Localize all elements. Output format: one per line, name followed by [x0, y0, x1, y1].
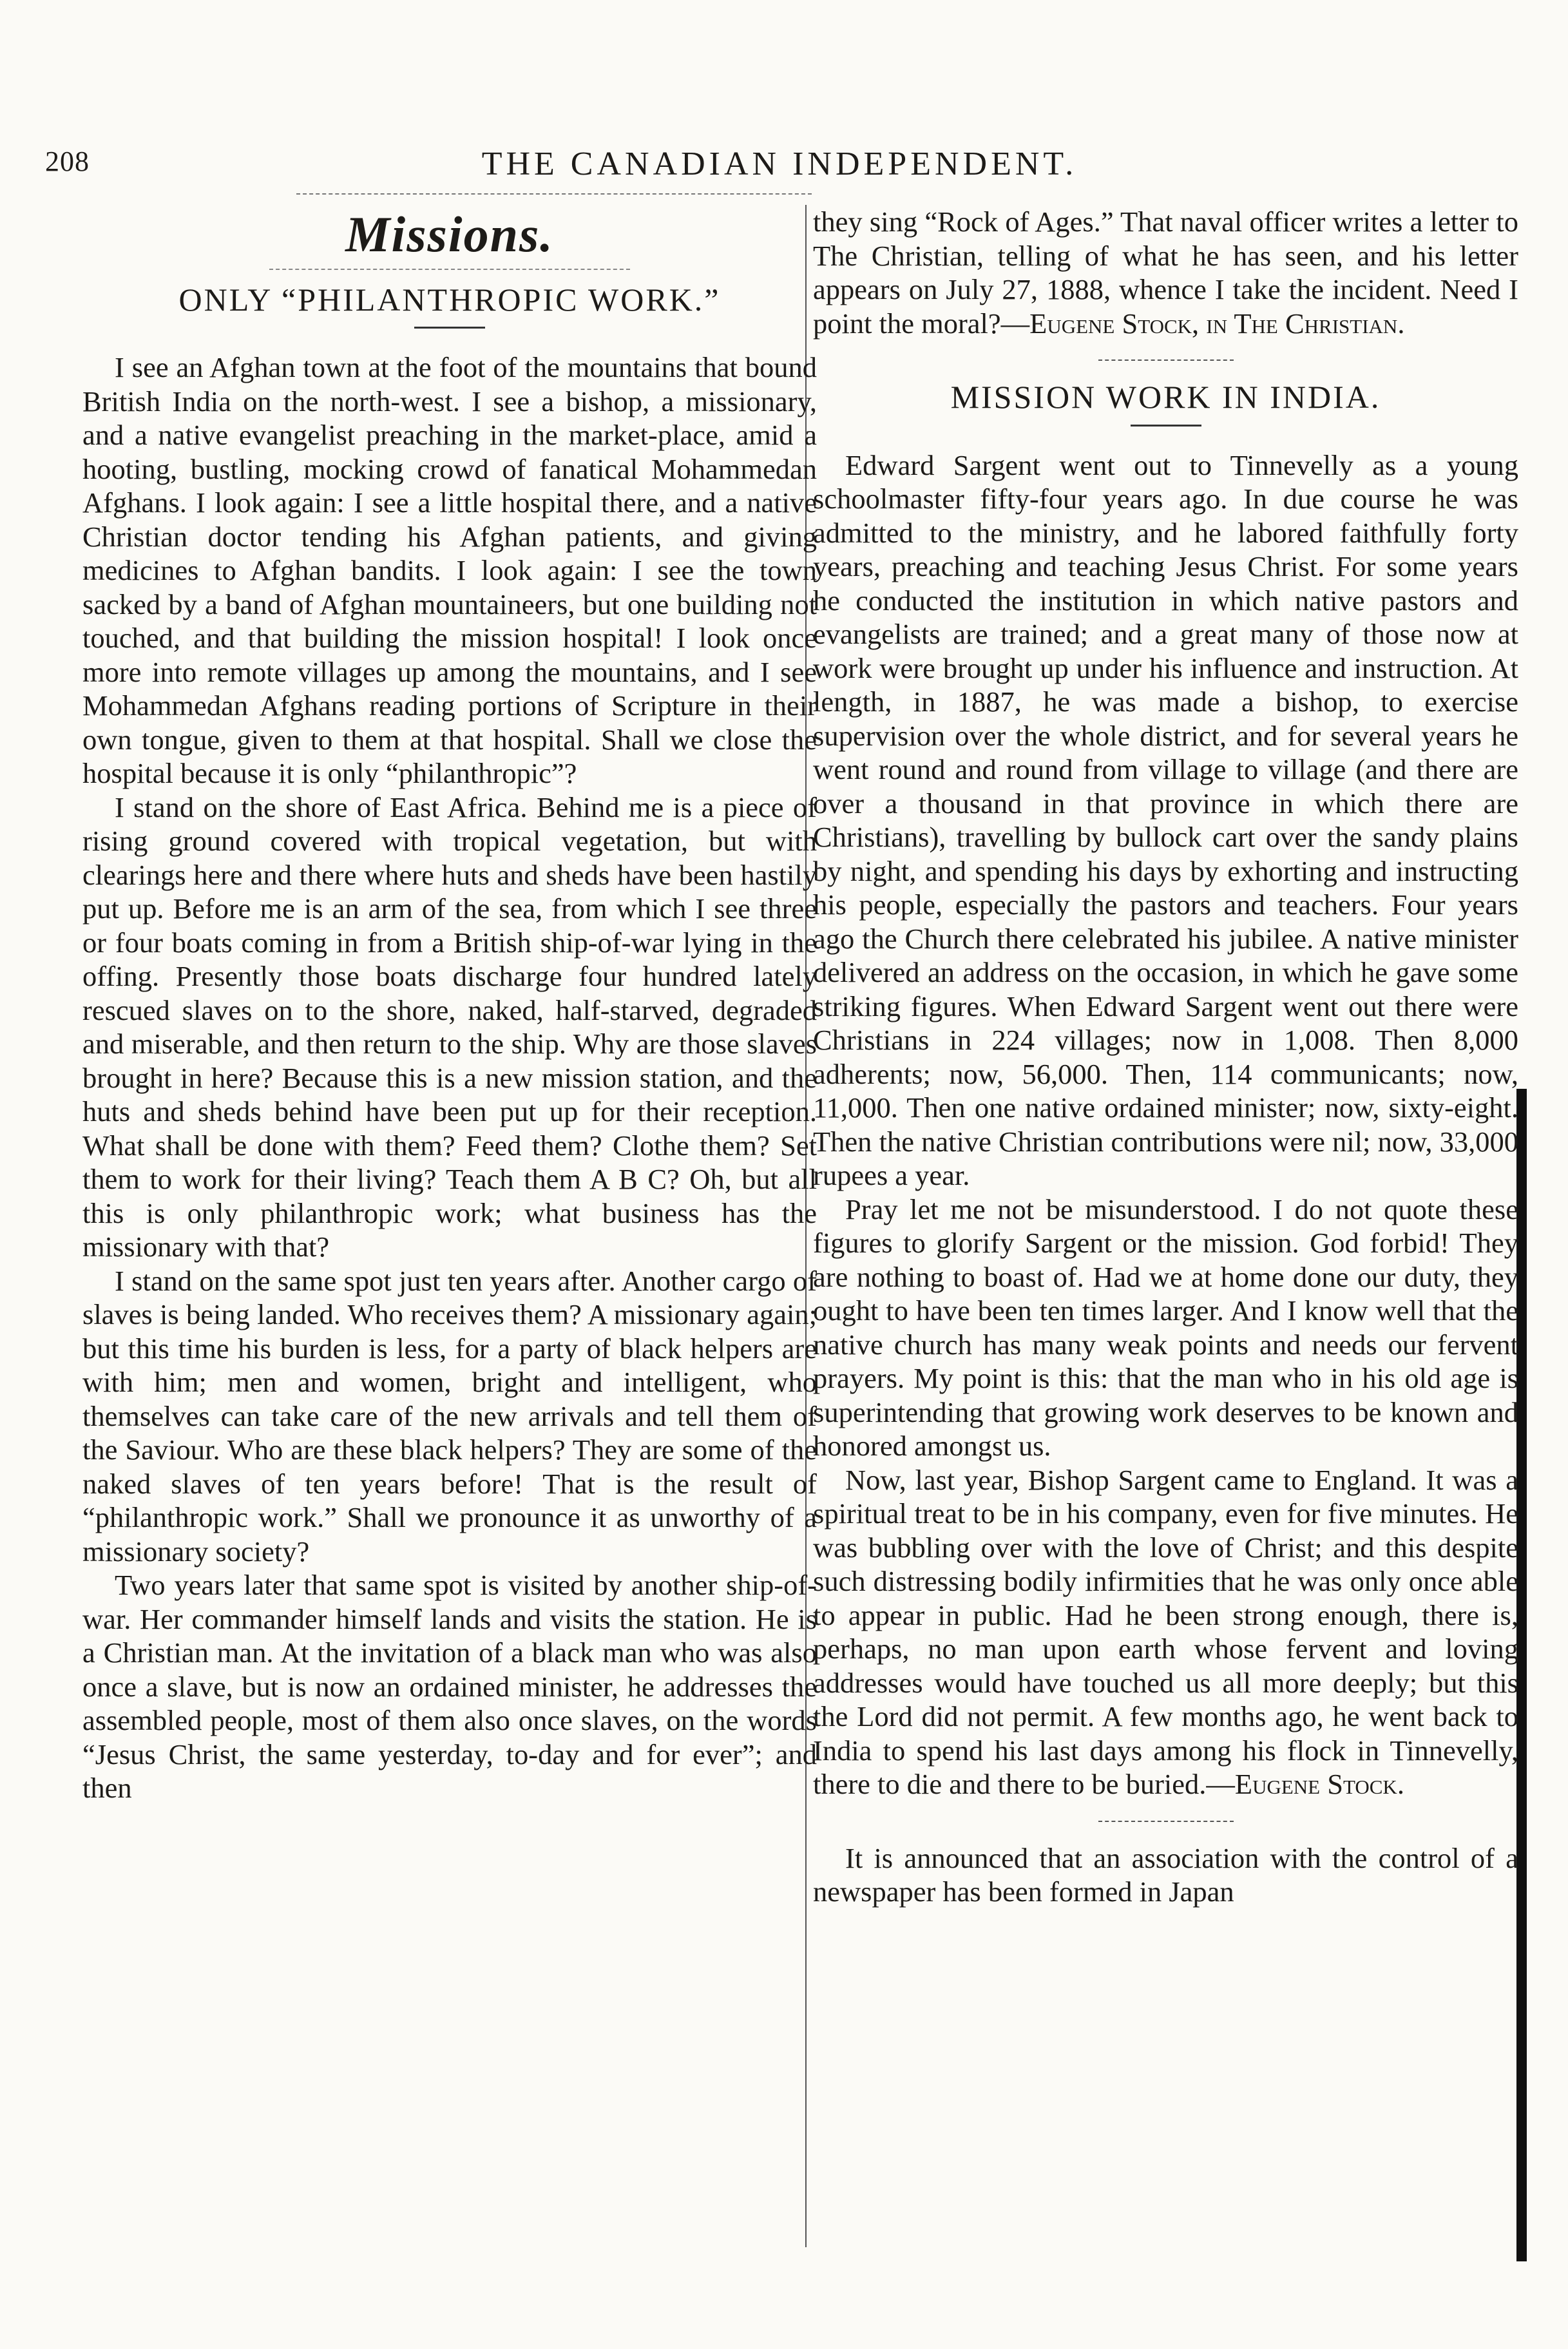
paragraph: I stand on the shore of East Africa. Behind me is a piece of rising ground covered with tropical vegetation, but with clearings here and there where huts and sheds have been hastily put up. Before me is an arm of the sea, from which I see three or four boats coming in from a British ship-of-war lying in the offing. Presently those boats discharge four hundred lately rescued slaves on to the shore, naked, half-starved, degraded and miserable, and then return to the ship. Why are those slaves brought in here? Because this is a new mission station, and the huts and sheds behind have been put up for their reception. What shall be done with them? Feed them? Clothe them? Set them to work for their living? Teach them A B C? Oh, but all this is only philanthropic work; what business has the missionary with that? [82, 791, 817, 1263]
continuation-signature: —Eugene Stock, in The Christian. [1000, 307, 1405, 340]
paragraph: I stand on the same spot just ten years after. Another cargo of slaves is being landed. Who receives them? A missionary again; but this time his burden is less, for a party of black helpers are with him; men and women, bright and intelligent, who themselves can take care of the new arrivals and tell them of the Saviour. Who are these black helpers? They are some of the naked slaves of ten years before! That is the result of “philanthropic work.” Shall we pronounce it as unworthy of a missionary society? [82, 1264, 817, 1568]
journal-title: THE CANADIAN INDEPENDENT. [481, 146, 1078, 182]
separator-rule [1098, 1821, 1234, 1822]
continuation-paragraph [813, 205, 1518, 340]
title-rule [1131, 425, 1201, 427]
title-rule [414, 327, 485, 329]
page-header [45, 145, 1514, 190]
article-title-india: MISSION WORK IN INDIA. [950, 379, 1381, 415]
paragraph-text: Now, last year, Bishop Sargent came to England. It was a spiritual treat to be in his company, even for five minutes. He was bubbling over with the love of Christ; and this despite such distressing bodily infirmities that he was only once able to appear in public. Had he been strong enough, there is, perhaps, no man upon earth whose fervent and loving addresses would have touched us all more deeply; but this the Lord did not permit. A few months ago, he went back to India to spend his last days among his flock in Tinnevelly, there to die and there to be buried. [813, 1463, 1518, 1800]
section-heading: Missions. [345, 206, 554, 262]
article-signature: —Eugene Stock. [1206, 1768, 1404, 1800]
final-paragraph: It is announced that an association with the control of a newspaper has been formed in Japan [813, 1841, 1518, 1908]
paragraph: Edward Sargent went out to Tinnevelly as a young schoolmaster fifty-four years ago. In due course he was admitted to the ministry, and he labored faithfully forty years, preaching and teaching Jesus Christ. For some years he conducted the institution in which native pastors and evangelists are trained; and a great many of those now at work were brought up under his influence and instruction. At length, in 1887, he was made a bishop, to exercise supervision over the whole district, and for several years he went round and round from village to village (and there are over a thousand in that province in which there are Christians), travelling by bullock cart over the sandy plains by night, and spending his days by exhorting and instructing his people, especially the pastors and teachers. Four years ago the Church there celebrated his jubilee. A native minister delivered an address on the occasion, in which he gave some striking figures. When Edward Sargent went out there were Christians in 224 villages; now in 1,008. Then 8,000 adherents; now, 56,000. Then, 114 communicants; now, 11,000. Then one native ordained minister; now, sixty-eight. Then the native Christian contributions were nil; now, 33,000 rupees a year. [813, 448, 1518, 1191]
article-title-philanthropic: ONLY “PHILANTHROPIC WORK.” [178, 281, 721, 318]
paragraph: Pray let me not be misunderstood. I do not quote these figures to glorify Sargent or the mission. God forbid! They are nothing to boast of. Had we at home done our duty, they ought to have been ten times larger. And I know well that the native church has many weak points and needs our fervent prayers. My point is this: that the man who in his old age is superintending that growing work deserves to be known and honored amongst us. [813, 1193, 1518, 1462]
paragraph [813, 1463, 1518, 1801]
header-rule [296, 193, 812, 195]
right-column [813, 205, 1518, 1909]
section-rule [269, 269, 630, 270]
paragraph: I see an Afghan town at the foot of the mountains that bound British India on the north-west. I see a bishop, a missionary, and a native evangelist preaching in the market-place, amid a hooting, bustling, mocking crowd of fanatical Mohammedan Afghans. I look again: I see a little hospital there, and a native Christian doctor tending his Afghan patients, and giving medicines to Afghan bandits. I look again: I see the town sacked by a band of Afghan mountaineers, but one building not touched, and that building the mission hospital! I look once more into remote villages up among the mountains, and I see Mohammedan Afghans reading portions of Scripture in their own tongue, given to them at that hospital. Shall we close the hospital because it is only “philanthropic”? [82, 351, 817, 789]
separator-rule [1098, 360, 1234, 361]
left-column [82, 205, 817, 1805]
paragraph: Two years later that same spot is visited by another ship-of-war. Her commander himself lands and visits the station. He is a Christian man. At the invitation of a black man who was also once a slave, but is now an ordained minister, he addresses the assembled people, most of them also once slaves, on the words “Jesus Christ, the same yesterday, to-day and for ever”; and then [82, 1569, 817, 1804]
page-number: 208 [45, 146, 90, 177]
continuation-text: they sing “Rock of Ages.” That naval officer writes a letter to The Christian, telling of what he has seen, and his letter appears on July 27, 1888, whence I take the incident. Need I point the moral? [813, 206, 1518, 340]
